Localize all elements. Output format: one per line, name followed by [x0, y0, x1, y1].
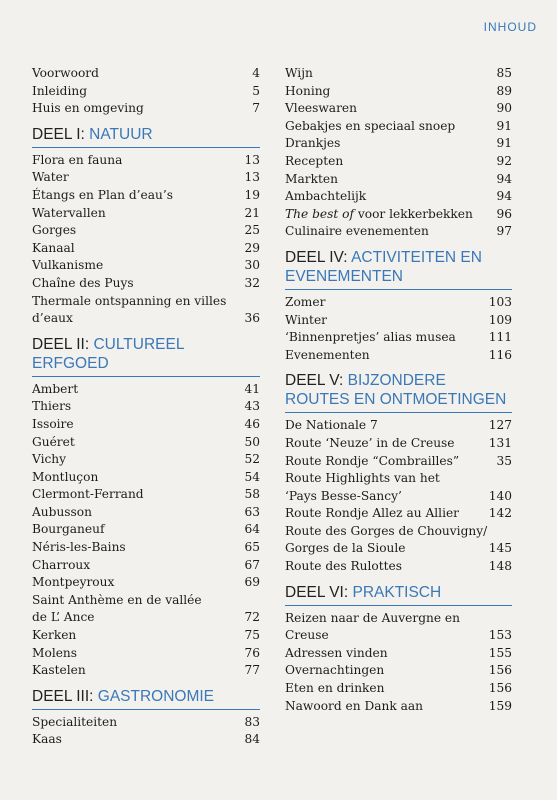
toc-entry [32, 557, 260, 575]
entry-page: 21 [244, 205, 260, 220]
toc-entry [285, 610, 512, 645]
entry-title: Recepten [285, 153, 344, 168]
entry-page: 142 [488, 506, 512, 521]
entry-title: Drankjes [285, 136, 341, 151]
section-prefix: DEEL IV: [285, 248, 352, 266]
toc-entry [32, 574, 260, 592]
entry-title: Kastelen [32, 663, 86, 678]
toc-entry [285, 698, 512, 716]
toc-entry [32, 469, 260, 487]
toc-entry [32, 731, 260, 749]
section-name: GASTRONOMIE [97, 687, 215, 705]
entry-page: 145 [488, 541, 512, 556]
toc-entry [32, 662, 260, 680]
entry-page: 41 [244, 381, 260, 396]
toc-entry [32, 257, 260, 275]
entry-title: De Nationale 7 [285, 418, 378, 433]
toc-entry [32, 310, 260, 328]
entry-page: 43 [244, 399, 260, 414]
entry-title: Flora en fauna [32, 152, 123, 167]
toc-entry [32, 539, 260, 557]
entry-title: Bourganeuf [32, 522, 105, 537]
entry-page: 97 [496, 224, 512, 239]
section-name: PRAKTISCH [352, 583, 442, 601]
section-prefix: DEEL I: [32, 125, 90, 143]
entry-page: 84 [244, 732, 260, 747]
entry-title: Route des Gorges de Chouvigny/ [285, 523, 488, 538]
entry-title: Culinaire evenementen [285, 224, 429, 239]
entry-title: Zomer [285, 294, 326, 309]
section-name: BIJZONDERE ROUTES EN ONTMOETINGEN [285, 372, 507, 409]
toc-entry [32, 416, 260, 434]
toc-entry [32, 222, 260, 240]
entry-title: Kanaal [32, 240, 75, 255]
section-heading [32, 335, 260, 377]
entry-page: 89 [496, 83, 512, 98]
entry-title-italic: The best of [285, 206, 354, 221]
toc-entry [285, 505, 512, 523]
entry-page: 13 [244, 170, 260, 185]
entry-page: 94 [496, 189, 512, 204]
toc-entry [32, 381, 260, 399]
toc-entry [285, 65, 512, 83]
entry-page: 7 [252, 101, 260, 116]
toc-entry [285, 118, 512, 136]
section-heading [285, 248, 512, 290]
toc-entry [32, 187, 260, 205]
section-heading [285, 583, 512, 606]
toc-entry [285, 662, 512, 680]
section-prefix: DEEL VI: [285, 583, 353, 601]
entry-title [285, 206, 479, 224]
entry-title: Aubusson [32, 504, 92, 519]
entry-page: 72 [244, 610, 260, 625]
entry-title: de L’ Ance [32, 610, 95, 625]
entry-title: Route Highlights van het [285, 471, 440, 486]
entry-title: Overnachtingen [285, 663, 385, 678]
toc-entry [32, 451, 260, 469]
toc-entry [32, 434, 260, 452]
toc-entry [285, 206, 512, 224]
section-name: NATUUR [89, 125, 153, 143]
toc-entry [32, 504, 260, 522]
section-prefix: DEEL V: [285, 372, 348, 390]
entry-title: Watervallen [32, 205, 106, 220]
toc-entry [32, 275, 260, 293]
section-heading [285, 371, 512, 413]
entry-title: Route Rondje Allez au Allier [285, 506, 460, 521]
entry-page: 103 [488, 294, 512, 309]
entry-title: Molens [32, 645, 78, 660]
toc-entry [32, 398, 260, 416]
entry-title: Néris-les-Bains [32, 540, 126, 555]
entry-page: 76 [244, 645, 260, 660]
entry-title: Thermale ontspanning en villes [32, 293, 227, 308]
entry-page: 25 [244, 223, 260, 238]
entry-title: Ambachtelijk [285, 189, 367, 204]
entry-title: Route Rondje “Combrailles” [285, 453, 460, 468]
entry-page: 35 [496, 453, 512, 468]
toc-entry [32, 645, 260, 663]
entry-page: 109 [488, 312, 512, 327]
entry-page: 67 [244, 557, 260, 572]
entry-page: 69 [244, 575, 260, 590]
entry-page: 30 [244, 258, 260, 273]
toc-entry [32, 627, 260, 645]
entry-title: Route des Rulottes [285, 559, 403, 574]
entry-title: Gorges [32, 223, 77, 238]
entry-title: Vichy [32, 452, 67, 467]
entry-title: Montluçon [32, 469, 99, 484]
entry-title: Voorwoord [32, 66, 99, 80]
entry-page: 92 [496, 153, 512, 168]
section-heading [32, 687, 260, 710]
entry-page: 13 [244, 152, 260, 167]
entry-title: Wijn [285, 66, 313, 80]
entry-page: 111 [488, 330, 512, 345]
toc-entry [32, 152, 260, 170]
entry-page: 46 [244, 416, 260, 431]
entry-page: 19 [244, 187, 260, 202]
entry-title: Clermont-Ferrand [32, 487, 144, 502]
entry-page: 50 [244, 434, 260, 449]
entry-title: Vulkanisme [32, 258, 104, 273]
entry-page: 91 [496, 118, 512, 133]
entry-page: 156 [488, 663, 512, 678]
toc-entry [285, 417, 512, 435]
toc-entry [285, 470, 512, 488]
entry-title: Huis en omgeving [32, 101, 144, 116]
entry-title: Specialiteiten [32, 714, 118, 729]
entry-page: 77 [244, 663, 260, 678]
entry-title: Gorges de la Sioule [285, 541, 406, 556]
entry-title: Reizen naar de Auvergne en Creuse [285, 610, 460, 643]
entry-page: 83 [244, 714, 260, 729]
entry-title: Chaîne des Puys [32, 275, 134, 290]
entry-title: Kerken [32, 628, 77, 643]
entry-page: 148 [488, 559, 512, 574]
entry-title: ‘Pays Besse-Sancy’ [285, 488, 402, 503]
toc-entry [32, 65, 260, 83]
entry-page: 96 [496, 206, 512, 221]
section-prefix: DEEL III: [32, 687, 98, 705]
entry-page: 64 [244, 522, 260, 537]
toc-left-column [32, 65, 260, 749]
entry-title: Charroux [32, 557, 91, 572]
toc-entry [285, 153, 512, 171]
entry-title: Vleeswaren [285, 101, 357, 116]
entry-page: 85 [496, 66, 512, 80]
entry-title: d’eaux [32, 311, 73, 326]
toc-entry [32, 521, 260, 539]
entry-title: Honing [285, 83, 331, 98]
entry-title: ‘Binnenpretjes’ alias musea [285, 330, 456, 345]
entry-title: Guéret [32, 434, 75, 449]
toc-entry [32, 83, 260, 101]
toc-entry [32, 169, 260, 187]
entry-title: Evenementen [285, 347, 370, 362]
entry-title: Eten en drinken [285, 681, 385, 696]
entry-page: 32 [244, 275, 260, 290]
toc-entry [285, 223, 512, 241]
entry-page: 94 [496, 171, 512, 186]
toc-entry [285, 680, 512, 698]
entry-title: Nawoord en Dank aan [285, 698, 424, 713]
toc-entry [285, 645, 512, 663]
toc-entry [285, 100, 512, 118]
entry-page: 36 [244, 311, 260, 326]
toc-entry [285, 171, 512, 189]
toc-entry [285, 540, 512, 558]
toc-entry [32, 592, 260, 610]
entry-title: Route ‘Neuze’ in de Creuse [285, 435, 455, 450]
section-heading [32, 125, 260, 148]
toc-entry [285, 347, 512, 365]
entry-title: Markten [285, 171, 338, 186]
entry-page: 131 [488, 435, 512, 450]
toc-entry [32, 293, 260, 311]
toc-entry [285, 135, 512, 153]
entry-page: 91 [496, 136, 512, 151]
entry-title: Water [32, 170, 69, 185]
entry-title: Inleiding [32, 83, 88, 98]
toc-entry [285, 83, 512, 101]
entry-title: Montpeyroux [32, 575, 115, 590]
toc-entry [32, 205, 260, 223]
toc-entry [32, 240, 260, 258]
entry-page: 4 [252, 66, 260, 80]
entry-page: 5 [252, 83, 260, 98]
entry-page: 159 [488, 698, 512, 713]
toc-entry [32, 609, 260, 627]
entry-title: Kaas [32, 732, 62, 747]
entry-title-rest: voor lekkerbekken [353, 206, 473, 221]
toc-entry [285, 329, 512, 347]
toc-entry [285, 188, 512, 206]
entry-title: Gebakjes en speciaal snoep [285, 118, 456, 133]
toc-entry [285, 488, 512, 506]
entry-title: Ambert [32, 381, 79, 396]
entry-title: Winter [285, 312, 327, 327]
toc-entry [32, 714, 260, 732]
entry-page: 90 [496, 101, 512, 116]
toc-entry [285, 453, 512, 471]
toc-entry [285, 294, 512, 312]
toc-entry [285, 558, 512, 576]
entry-page: 65 [244, 540, 260, 555]
toc-entry [32, 100, 260, 118]
entry-page: 155 [488, 645, 512, 660]
entry-page: 58 [244, 487, 260, 502]
toc-right-column [285, 65, 512, 715]
entry-title: Adressen vinden [285, 645, 388, 660]
section-name: CULTUREEL ERFGOED [32, 335, 184, 372]
section-name: ACTIVITEITEN EN EVENEMENTEN [285, 248, 482, 285]
entry-page: 156 [488, 681, 512, 696]
entry-page: 127 [488, 418, 512, 433]
running-header: INHOUD [483, 20, 537, 34]
entry-page: 116 [488, 347, 512, 362]
toc-entry [32, 486, 260, 504]
entry-page: 54 [244, 469, 260, 484]
entry-page: 153 [488, 628, 512, 643]
entry-title: Issoire [32, 416, 74, 431]
entry-title: Thiers [32, 399, 72, 414]
toc-entry [285, 312, 512, 330]
section-prefix: DEEL II: [32, 335, 94, 353]
toc-entry [285, 523, 512, 541]
entry-page: 52 [244, 452, 260, 467]
entry-page: 63 [244, 504, 260, 519]
entry-page: 29 [244, 240, 260, 255]
entry-page: 140 [488, 488, 512, 503]
entry-title: Étangs en Plan d’eau’s [32, 187, 173, 202]
toc-entry [285, 435, 512, 453]
entry-page: 75 [244, 628, 260, 643]
entry-title: Saint Anthème en de vallée [32, 592, 202, 607]
